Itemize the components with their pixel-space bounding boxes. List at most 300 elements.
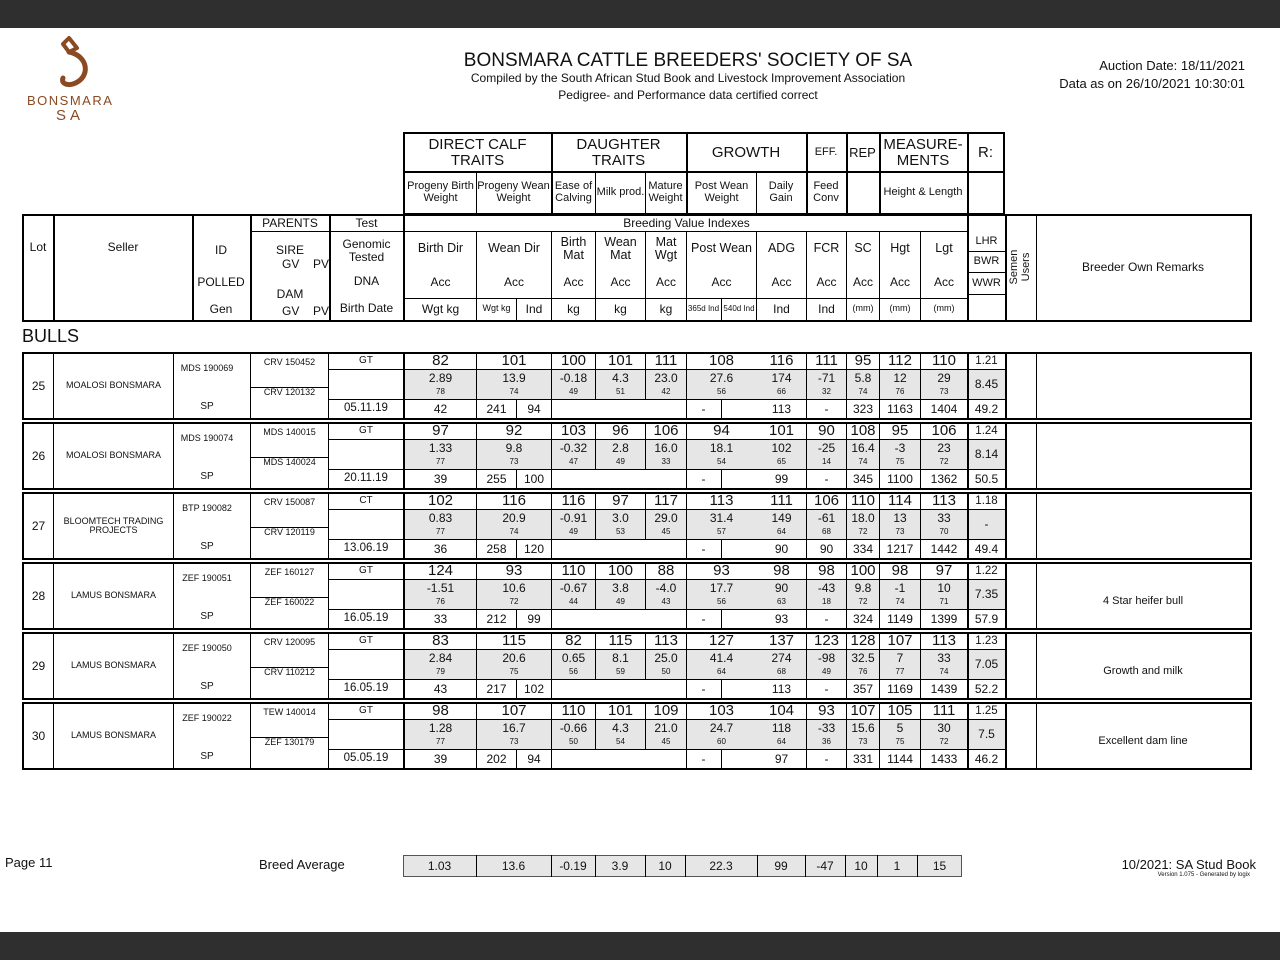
index-365d: - [701,751,706,766]
bv-index: 94 [713,421,730,439]
bv-accuracy: 33 [661,457,671,467]
wean-weight: 217 [486,681,507,696]
bv-accuracy: 76 [895,387,905,397]
bv-accuracy: 50 [661,667,671,677]
wean-weight: 202 [486,751,507,766]
bv-accuracy: 56 [569,667,578,677]
page-title: BONSMARA CATTLE BREEDERS' SOCIETY OF SA [463,50,913,71]
sub-progeny-birth: Progeny Birth Weight [407,180,474,204]
test-type: GT [359,354,373,366]
wean-index: 100 [523,471,545,486]
bv-index: 104 [768,701,795,719]
test-type: GT [359,564,373,576]
sire-id: TEW 140014 [263,707,316,718]
bv-index: 98 [432,701,449,719]
bv-accuracy: 36 [822,737,831,747]
breed-average-value: -47 [816,858,834,873]
bv-index: 124 [427,561,454,579]
bv-index: 110 [851,491,875,509]
length-mm: 1399 [930,611,958,626]
bv-value: 29 [937,371,951,386]
col-acc: Acc [933,274,954,289]
bv-value: 27.6 [709,371,734,386]
lhr-value: 1.25 [975,704,998,717]
bv-accuracy: 73 [509,737,519,747]
col-wgt-kg-wean: Wgt kg [482,303,511,314]
bv-index: 113 [932,491,956,509]
col-post-wean: Post Wean [691,241,752,256]
birth-weight: 39 [433,751,448,766]
divider [53,422,54,490]
bv-accuracy: 76 [858,667,868,677]
col-kg: kg [614,301,627,316]
col-ind: Ind [525,301,543,316]
bv-accuracy: 74 [509,387,519,397]
breed-average-value: 3.9 [611,858,629,873]
col-mm: (mm) [852,303,874,314]
subtitle-2: Pedigree- and Performance data certified correct [558,88,818,102]
bwr-value: 7.5 [978,727,995,742]
bv-value: 2.89 [428,371,453,386]
subtitle-1: Compiled by the South African Stud Book and Livestock Improvement Association [470,71,906,85]
bv-index: 93 [818,701,835,719]
divider [721,610,722,630]
bwr-value: 8.14 [974,447,999,462]
bv-value: 33 [937,651,951,666]
auction-date: Auction Date: 18/11/2021 [1099,58,1245,73]
bv-accuracy: 72 [939,457,949,467]
bv-value: 33 [937,511,951,526]
col-dam-gv: GV [282,304,300,318]
bwr-value: 7.35 [974,587,999,602]
bv-index: 106 [813,491,840,509]
bv-accuracy: 72 [858,597,868,607]
height-mm: 1100 [887,471,913,486]
bv-value: 3.0 [612,511,629,526]
col-seller: Seller [107,239,139,254]
bv-value: -0.91 [559,511,588,526]
adg-index: 93 [774,611,789,626]
bv-value: 9.8 [505,441,523,456]
birth-weight: 36 [433,541,448,556]
bv-accuracy: 50 [569,737,578,747]
col-kg: kg [567,301,580,316]
bv-value: 5.8 [854,371,872,386]
breed-average-value: 1 [893,858,901,873]
bv-accuracy: 49 [822,667,831,677]
bv-value: -0.67 [559,581,588,596]
breed-average-label: Breed Average [259,857,345,872]
bv-index: 110 [561,561,586,579]
breeder-remark: 4 Star heifer bull [1102,595,1184,608]
index-365d: - [701,611,706,626]
bv-accuracy: 60 [717,737,726,747]
bv-index: 107 [850,701,876,719]
animal-id: ZEF 190051 [182,573,232,584]
divider [328,509,967,510]
bv-value: -0.32 [559,441,588,456]
col-birth-mat: Birth Mat [560,234,587,262]
lot-number: 27 [31,518,46,533]
wean-index: 120 [523,541,545,556]
bv-index: 109 [653,701,679,719]
bv-index: 98 [891,561,909,579]
birth-weight: 42 [433,401,448,416]
bv-value: 4.3 [612,371,629,386]
seller-name: BLOOMTECH TRADING PROJECTS [63,515,164,535]
bv-index: 97 [935,561,953,579]
bv-accuracy: 56 [717,597,726,607]
bv-value: 18.1 [709,441,734,456]
bv-accuracy: 73 [939,387,949,397]
bv-value: 20.6 [502,651,526,666]
bv-index: 103 [560,421,587,439]
bv-index: 101 [768,421,795,439]
index-365d: - [701,681,706,696]
bv-accuracy: 64 [777,527,786,537]
col-genomic: Genomic Tested [342,237,391,264]
lot-number: 26 [31,448,46,463]
bv-value: -43 [817,581,836,596]
bv-accuracy: 56 [717,387,726,397]
version: Version 1.075 - Generated by logix [1157,872,1250,878]
logo-sub: SA [56,107,85,124]
birth-date: 16.05.19 [343,681,389,694]
sc-mm: 323 [852,401,874,416]
index-365d: - [701,471,706,486]
fcr-index: - [824,471,829,486]
bv-accuracy: 76 [436,597,445,607]
seller-name: MOALOSI BONSMARA [65,380,162,391]
col-acc: Acc [563,274,584,289]
bv-accuracy: 63 [777,597,786,607]
bv-index: 137 [768,631,795,649]
bv-accuracy: 53 [616,527,625,537]
bv-value: -0.18 [559,371,588,386]
bv-accuracy: 73 [858,737,868,747]
divider [721,400,722,420]
bv-index: 100 [850,561,876,579]
page-number: Page 11 [5,855,53,870]
fcr-index: - [824,681,829,696]
length-mm: 1404 [930,401,958,416]
group-measurements: MEASURE-MENTS [883,135,963,169]
bv-accuracy: 73 [895,527,905,537]
bv-accuracy: 49 [616,457,625,467]
bv-accuracy: 73 [509,457,519,467]
bv-accuracy: 75 [895,737,905,747]
bv-value: 9.8 [854,581,872,596]
birth-date: 20.11.19 [344,471,388,484]
lot-number: 29 [31,658,46,673]
dam-id: ZEF 130179 [264,737,315,748]
lhr-value: 1.21 [975,354,998,367]
divider [1005,214,1007,322]
breeder-remark: Excellent dam line [1098,735,1188,748]
breeder-remark [1037,522,1249,542]
divider [328,579,967,580]
bottom-bar [0,932,1280,960]
bv-index: 97 [612,491,629,509]
bv-value: 4.3 [612,721,629,736]
bv-value: 25.0 [654,651,678,666]
bv-accuracy: 42 [661,387,671,397]
sub-post-wean: Post Wean Weight [694,180,749,204]
lhr-value: 1.18 [975,494,998,507]
divider [1005,352,1007,420]
divider [721,680,722,700]
bv-value: 32.5 [851,651,875,666]
bv-index: 110 [932,351,956,369]
bv-accuracy: 45 [661,527,671,537]
bv-index: 128 [850,631,876,649]
sc-mm: 331 [852,751,874,766]
col-gen: Gen [209,301,233,316]
bv-accuracy: 78 [436,387,445,397]
group-rep: REP [849,144,876,160]
wwr-value: 50.5 [974,471,999,486]
bv-index: 105 [887,701,913,719]
bv-value: 7 [896,651,904,666]
birth-date: 13.06.19 [343,541,389,554]
bv-value: 1.28 [428,721,453,736]
lhr-value: 1.23 [975,634,998,647]
col-acc: Acc [771,274,792,289]
col-lgt: Lgt [935,241,953,256]
bwr-value: 7.05 [974,657,999,672]
birth-weight: 43 [433,681,448,696]
polled-status: SP [200,400,214,412]
bv-accuracy: 18 [822,597,831,607]
bv-index: 116 [561,491,586,509]
lot-number: 30 [31,728,46,743]
bv-value: -1.51 [426,581,455,596]
bv-value: 118 [771,721,792,736]
sub-progeny-wean: Progeny Wean Weight [477,180,550,204]
bwr-value: 8.45 [974,377,999,392]
bv-accuracy: 14 [822,457,831,467]
col-mm: (mm) [933,303,955,314]
bv-value: 23.0 [654,371,678,386]
bv-value: 1.33 [428,441,453,456]
bv-value: 10 [937,581,951,596]
bv-accuracy: 74 [858,387,868,397]
bv-value: 13 [893,511,907,526]
bv-value: 20.9 [502,511,526,526]
bv-value: 274 [771,651,792,666]
col-wgt-kg: Wgt kg [421,301,460,316]
bv-index: 92 [505,421,523,439]
seller-name: LAMUS BONSMARA [70,590,157,601]
length-mm: 1442 [930,541,958,556]
bv-accuracy: 68 [777,667,786,677]
breed-average-value: 10 [658,858,672,873]
bv-index: 82 [432,351,449,369]
bv-value: 30 [937,721,951,736]
divider [967,272,1005,273]
bv-index: 111 [815,351,838,369]
bv-accuracy: 70 [939,527,949,537]
breed-average-value: 15 [932,858,947,873]
divider [250,231,968,232]
bv-accuracy: 51 [616,387,625,397]
group-r: R: [978,143,993,161]
bv-index: 112 [888,351,912,369]
divider [967,251,1005,252]
bv-index: 101 [607,701,634,719]
bv-index: 116 [502,491,526,509]
sire-id: CRV 120095 [263,637,316,648]
col-sire-gv: GV [282,257,300,271]
col-acc: Acc [711,274,732,289]
sub-feed-conv: Feed Conv [813,180,839,204]
animal-id: MDS 190074 [180,433,234,444]
bv-accuracy: 65 [777,457,786,467]
bv-index: 82 [565,631,582,649]
col-wwr: WWR [972,276,1001,289]
breed-average-value: 13.6 [501,858,526,873]
divider [721,540,722,560]
polled-status: SP [200,750,214,762]
bv-index: 100 [607,561,634,579]
bv-index: 111 [932,701,956,719]
length-mm: 1362 [930,471,958,486]
sire-id: MDS 140015 [263,427,316,438]
col-kg: kg [659,301,673,316]
bv-accuracy: 79 [436,667,445,677]
col-365d: 365d Ind [687,304,720,314]
bv-index: 111 [654,351,678,369]
birth-weight: 33 [433,611,448,626]
bv-index: 127 [708,631,735,649]
sire-id: CRV 150452 [263,357,316,368]
bv-index: 90 [818,421,835,439]
bv-value: 102 [771,441,792,456]
polled-status: SP [200,540,214,552]
bv-accuracy: 57 [717,527,726,537]
divider [328,649,967,650]
col-lot: Lot [29,239,47,254]
bv-value: 149 [771,511,792,526]
col-dam-pv: PV [313,304,330,318]
wwr-value: 52.2 [974,681,999,696]
wean-index: 102 [523,681,545,696]
bv-value: 2.84 [428,651,453,666]
test-type: GT [359,634,373,646]
bv-accuracy: 77 [436,457,445,467]
wean-index: 94 [527,751,541,766]
bv-value: -71 [817,371,836,386]
bv-value: 0.65 [561,651,586,666]
col-fcr: FCR [813,241,840,256]
height-mm: 1144 [887,751,913,766]
bv-index: 107 [887,631,913,649]
seller-name: MOALOSI BONSMARA [65,450,162,461]
bv-index: 88 [657,561,675,579]
bv-accuracy: 49 [569,527,578,537]
sc-mm: 357 [852,681,874,696]
bv-value: 41.4 [709,651,734,666]
bv-index: 115 [608,631,633,649]
bv-value: -33 [817,721,836,736]
top-bar [0,0,1280,28]
sc-mm: 324 [852,611,874,626]
divider [328,439,967,440]
breeder-remark [1037,452,1249,472]
bv-value: 18.0 [851,511,875,526]
bv-value: 29.0 [654,511,678,526]
bv-index: 98 [818,561,835,579]
breed-average-value: 1.03 [427,858,452,873]
divider [1005,702,1007,770]
bv-value: 16.7 [502,721,526,736]
col-adg: ADG [767,241,796,256]
sub-daily-gain: Daily Gain [768,180,794,204]
polled-status: SP [200,610,214,622]
bv-accuracy: 77 [436,737,445,747]
wean-weight: 255 [486,471,507,486]
col-acc: Acc [655,274,676,289]
bv-index: 117 [654,491,678,509]
wwr-value: 46.2 [974,751,999,766]
bv-value: 5 [896,721,904,736]
divider [53,632,54,700]
bv-accuracy: 77 [436,527,445,537]
bv-value: 21.0 [654,721,678,736]
bv-index: 108 [708,351,735,369]
bv-value: 8.1 [612,651,629,666]
bv-index: 101 [607,351,634,369]
bv-index: 113 [709,491,734,509]
bv-index: 123 [813,631,840,649]
bv-accuracy: 68 [822,527,831,537]
bv-value: 0.83 [428,511,453,526]
lot-number: 25 [31,378,46,393]
fcr-index: - [824,751,829,766]
col-id: ID [215,242,227,257]
bv-value: -4.0 [655,581,677,596]
bv-accuracy: 44 [569,597,578,607]
bv-accuracy: 32 [822,387,831,397]
bv-index: 100 [560,351,587,369]
col-birth-date: Birth Date [339,300,394,315]
wean-weight: 212 [486,611,507,626]
col-parents: PARENTS [262,215,318,230]
test-type: GT [359,704,373,716]
col-acc: Acc [430,274,451,289]
animal-id: BTP 190082 [182,503,232,514]
divider [53,214,55,322]
index-365d: - [701,401,706,416]
adg-index: 90 [774,541,789,556]
bv-value: 16.0 [654,441,678,456]
bv-accuracy: 72 [509,597,519,607]
bv-value: 10.6 [502,581,526,596]
bv-index: 106 [931,421,957,439]
bv-value: 12 [893,371,907,386]
test-type: CT [359,494,373,506]
col-polled: POLLED [197,274,245,289]
wean-weight: 241 [486,401,507,416]
bv-index: 107 [501,701,527,719]
group-growth: GROWTH [711,143,781,161]
col-acc: Acc [816,274,837,289]
fcr-index: 90 [819,541,834,556]
col-birth-dir: Birth Dir [417,241,464,256]
adg-index: 97 [774,751,789,766]
divider [1005,562,1007,630]
bv-accuracy: 47 [569,457,578,467]
